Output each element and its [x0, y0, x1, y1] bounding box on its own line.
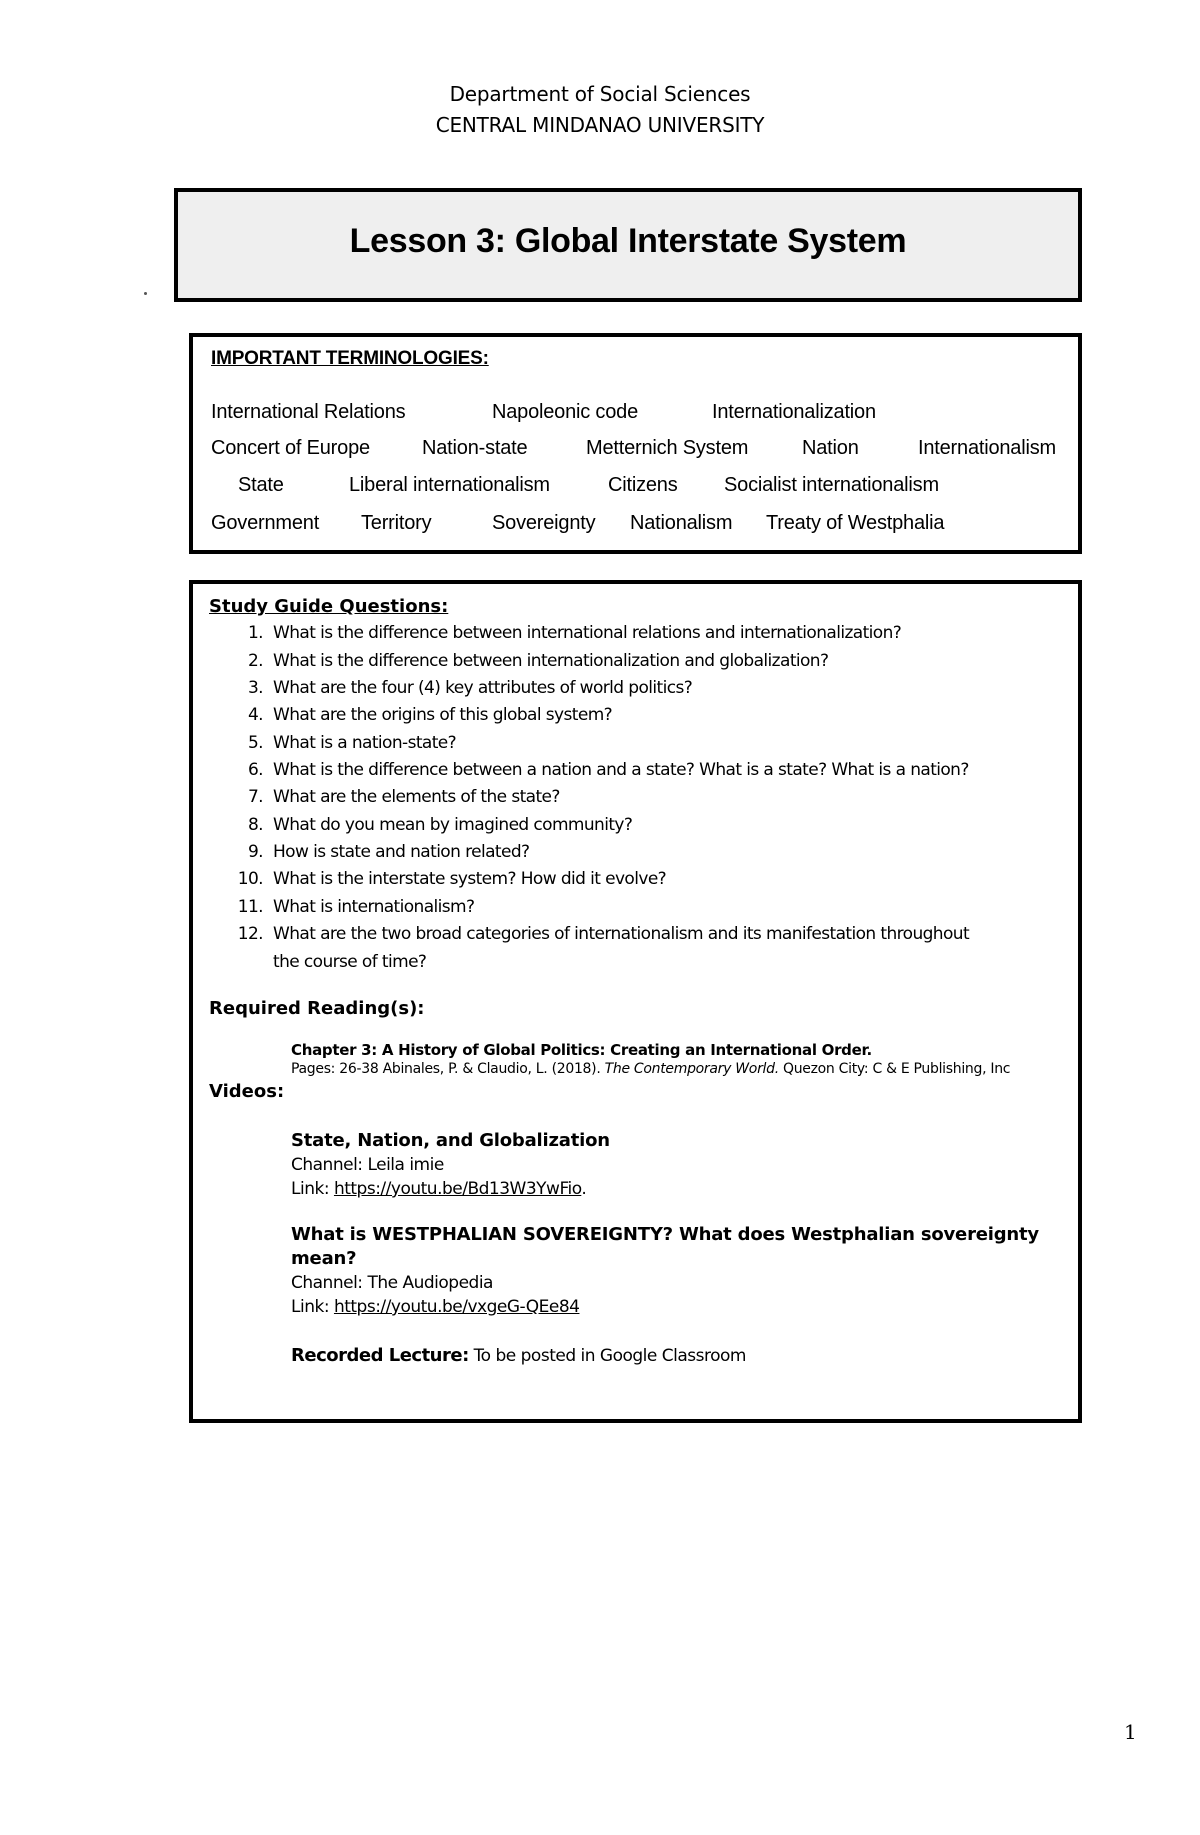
term: Territory — [361, 512, 432, 534]
question-text: What are the two broad categories of internationalism and its manifestation throughout — [273, 924, 970, 944]
channel-label: Channel: — [291, 1155, 368, 1175]
term: Napoleonic code — [492, 401, 638, 423]
question-number: 3. — [247, 678, 263, 698]
study-guide-box — [189, 580, 1082, 1423]
question-text: the course of time? — [273, 952, 427, 972]
question-text: What is a nation-state? — [273, 733, 457, 753]
question-number: 10. — [237, 869, 263, 889]
link-label: Link: — [291, 1297, 334, 1317]
question-number: 6. — [247, 760, 263, 780]
question-number: 9. — [247, 842, 263, 862]
department-name: Department of Social Sciences — [449, 82, 751, 106]
recorded-lecture-value: To be posted in Google Classroom — [468, 1346, 746, 1366]
citation-suffix: Quezon City: C & E Publishing, Inc — [778, 1061, 1011, 1077]
term: Internationalism — [918, 437, 1056, 459]
lesson-title: Lesson 3: Global Interstate System — [349, 222, 907, 260]
question-text: What is the interstate system? How did it evolve? — [273, 869, 667, 889]
term: Citizens — [608, 474, 678, 496]
question-text: What are the elements of the state? — [273, 787, 560, 807]
question-text: What is the difference between internationalization and globalization? — [273, 651, 829, 671]
stray-dot — [144, 292, 147, 295]
term: Socialist internationalism — [724, 474, 939, 496]
term: Nation — [802, 437, 859, 459]
recorded-lecture-label: Recorded Lecture: — [291, 1345, 469, 1366]
reading-chapter: Chapter 3: A History of Global Politics: Creating an International Order. — [291, 1041, 872, 1059]
video-link-row — [291, 1179, 586, 1199]
channel-label: Channel: — [291, 1273, 368, 1293]
channel-name: Leila imie — [367, 1155, 444, 1175]
video-title-continuation: mean? — [291, 1248, 357, 1269]
question-text: What is the difference between a nation and a state? What is a state? What is a nation? — [273, 760, 969, 780]
question-continuation — [273, 952, 426, 972]
question-number: 2. — [247, 651, 263, 671]
required-reading-heading: Required Reading(s): — [209, 998, 425, 1019]
video-link-row — [291, 1297, 579, 1317]
question-number: 12. — [237, 924, 263, 944]
study-guide-heading: Study Guide Questions: — [209, 596, 449, 617]
terminologies-box — [189, 333, 1082, 554]
question-number: 4. — [247, 705, 263, 725]
video-channel — [291, 1273, 493, 1293]
term: Liberal internationalism — [349, 474, 550, 496]
term: Concert of Europe — [211, 437, 370, 459]
channel-name: The Audiopedia — [367, 1273, 493, 1293]
lesson-title-box — [174, 188, 1082, 302]
recorded-lecture — [291, 1345, 746, 1366]
page-number: 1 — [1124, 1720, 1137, 1744]
question-number: 5. — [247, 733, 263, 753]
video-title: What is WESTPHALIAN SOVEREIGNTY? What does Westphalian sovereignty — [291, 1224, 1039, 1245]
question-number: 1. — [247, 623, 263, 643]
terminologies-heading: IMPORTANT TERMINOLOGIES: — [211, 348, 489, 369]
question-number: 11. — [237, 897, 263, 917]
videos-heading: Videos: — [209, 1081, 285, 1102]
term: Sovereignty — [492, 512, 596, 534]
term: Nationalism — [630, 512, 733, 534]
video-link[interactable]: https://youtu.be/Bd13W3YwFio — [333, 1179, 582, 1199]
term: Internationalization — [712, 401, 876, 423]
term: State — [238, 474, 284, 496]
citation-title: The Contemporary World. — [604, 1061, 779, 1077]
term: Treaty of Westphalia — [766, 512, 945, 534]
link-label: Link: — [291, 1179, 334, 1199]
university-name: CENTRAL MINDANAO UNIVERSITY — [435, 113, 765, 137]
term: Metternich System — [586, 437, 749, 459]
term: Nation-state — [422, 437, 528, 459]
reading-citation — [291, 1061, 1010, 1077]
question-text: What are the four (4) key attributes of world politics? — [273, 678, 693, 698]
question-number: 8. — [247, 815, 263, 835]
question-text: What do you mean by imagined community? — [273, 815, 633, 835]
question-text: How is state and nation related? — [273, 842, 530, 862]
question-number: 7. — [247, 787, 263, 807]
video-title: State, Nation, and Globalization — [291, 1130, 610, 1151]
video-link[interactable]: https://youtu.be/vxgeG-QEe84 — [333, 1297, 580, 1317]
question-text: What is the difference between international relations and internationalization? — [273, 623, 902, 643]
question-text: What are the origins of this global system? — [273, 705, 613, 725]
term: Government — [211, 512, 320, 534]
citation-prefix: Pages: 26-38 Abinales, P. & Claudio, L. (2018). — [291, 1061, 605, 1077]
video-channel — [291, 1155, 444, 1175]
question-text: What is internationalism? — [273, 897, 475, 917]
link-suffix: . — [581, 1179, 587, 1199]
term: International Relations — [211, 401, 406, 423]
